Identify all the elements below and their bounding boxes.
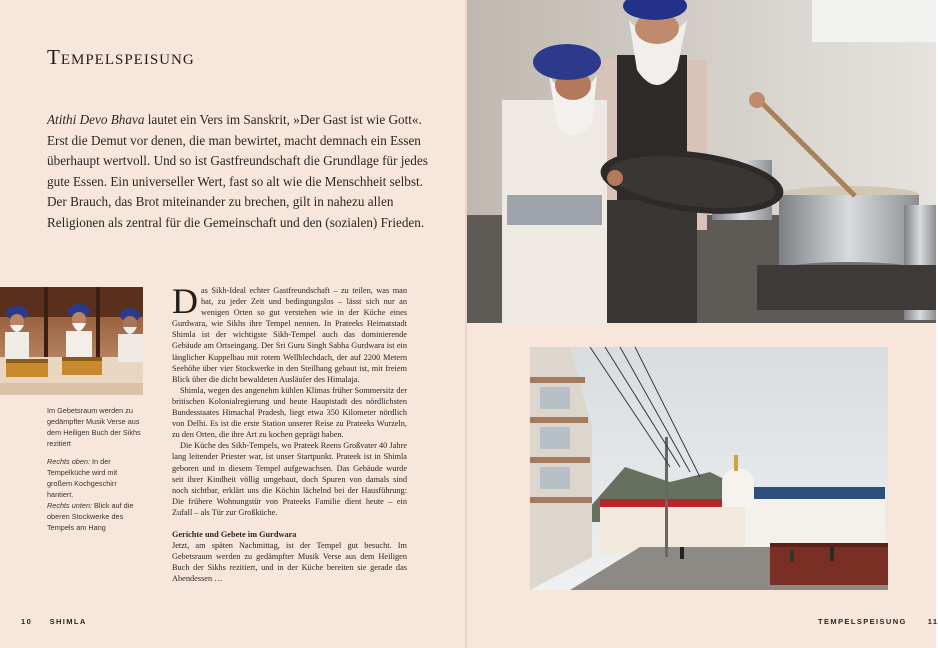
- intro-italic-lead: Atithi Devo Bhava: [47, 112, 145, 127]
- article-body: [172, 281, 407, 584]
- left-page: [0, 0, 467, 648]
- folio-left: [21, 617, 87, 626]
- folio-right: [818, 617, 938, 626]
- caption-top-label: Rechts oben:: [47, 457, 90, 466]
- caption-main: Im Gebetsraum werden zu gedämpfter Musik Verse aus dem Heiligen Buch der Sikhs rezitiert: [47, 406, 141, 448]
- folio-right-label: TEMPELSPEISUNG: [818, 617, 907, 626]
- drop-cap: D: [172, 281, 198, 321]
- body-paragraph-4: Jetzt, am späten Nachmittag, ist der Tempel gut besucht. Im Gebetsraum werden zu gedämpfter Musik Verse aus dem Heiligen Buch der Sikhs rezitiert, und in der Küche bereiten sie gerade das Abendessen …: [172, 541, 407, 584]
- photo-musicians: [0, 287, 143, 395]
- folio-left-label: SHIMLA: [49, 617, 87, 626]
- section-subheading: Gerichte und Gebete im Gurdwara: [172, 529, 297, 539]
- photo-temple-kitchen: [467, 0, 936, 323]
- body-p1-text: as Sikh-Ideal echter Gastfreundschaft – zu teilen, was man hat, zu jeder Zeit und bedingungslos – lässt sich nur an wenigen Orten so gut verstehen wie in der Küche eines Gurdwara, wie Sikhs ihre Tempel nennen. In Prateeks Heimatstadt Shimla ist der wichtigste Sikh-Tempel auch das dominierende Gebäude am Ortseingang. Der Sri Guru Singh Sabha Gurdwara ist ein länglicher Kuppelbau mit rotem Wellblechdach, der auf 2200 Metern Seehöhe über vier Stockwerke in den Steilhang gebaut ist, mit freiem Blick über die dicht bewaldeten Ausläufer des Himalaja.: [172, 286, 407, 384]
- body-paragraph-1: [172, 281, 407, 385]
- folio-left-number: 10: [21, 617, 33, 626]
- photo-caption: [47, 405, 143, 540]
- body-paragraph-2: Shimla, wegen des angenehm kühlen Klimas früher Sommersitz der britischen Kolonialregierung und heute Hauptstadt des nördlichsten Bundesstaates Himachal Pradesh, liegt etwa 350 Kilometer nördlich von Delhi. Es ist die erste Station unserer Reise zu Prateeks Wurzeln, zu den Orten, die ihre Art zu kochen geprägt haben.: [172, 385, 407, 440]
- caption-right-refs: [47, 456, 143, 533]
- folio-right-number: 11: [927, 617, 938, 626]
- caption-top-text: In der Tempelküche wird mit großem Kochgeschirr hantiert.: [47, 457, 118, 499]
- intro-paragraph: [47, 110, 437, 234]
- body-paragraph-3: Die Küche des Sikh-Tempels, wo Prateek Reens Großvater 40 Jahre lang leitender Priester war, ist unser Startpunkt. Prateek ist in Shimla geboren und in diesem Tempel aufgewachsen. Das Gebäude wurde seit ihrer Kindheit völlig umgebaut, doch Spuren von damals sind noch sichtbar, erklärt uns die Köchin lächelnd bei der Hausführung: Die frühere Wohnungstür von Prateeks Familie dient heute – ein Zufall – als Tür zur Großküche.: [172, 441, 407, 517]
- page-title: Tempelspeisung: [47, 45, 195, 69]
- photo-temple-street: [530, 347, 888, 590]
- caption-bottom-label: Rechts unten:: [47, 501, 93, 510]
- caption-bottom-text: Blick auf die oberen Stockwerke des Tempels am Hang: [47, 501, 134, 532]
- intro-text: lautet ein Vers im Sanskrit, »Der Gast ist wie Gott«. Erst die Demut vor denen, die man bewirtet, macht demnach ein Essen überhaupt wertvoll. Und so ist Gastfreundschaft die Grundlage für jedes gute Essen. Ein universeller Wert, fast so alt wie die Menschheit selbst. Der Brauch, das Brot miteinander zu brechen, gilt in nahezu allen Religionen als zentral für die Gemeinschaft und den (sozialen) Frieden.: [47, 112, 428, 230]
